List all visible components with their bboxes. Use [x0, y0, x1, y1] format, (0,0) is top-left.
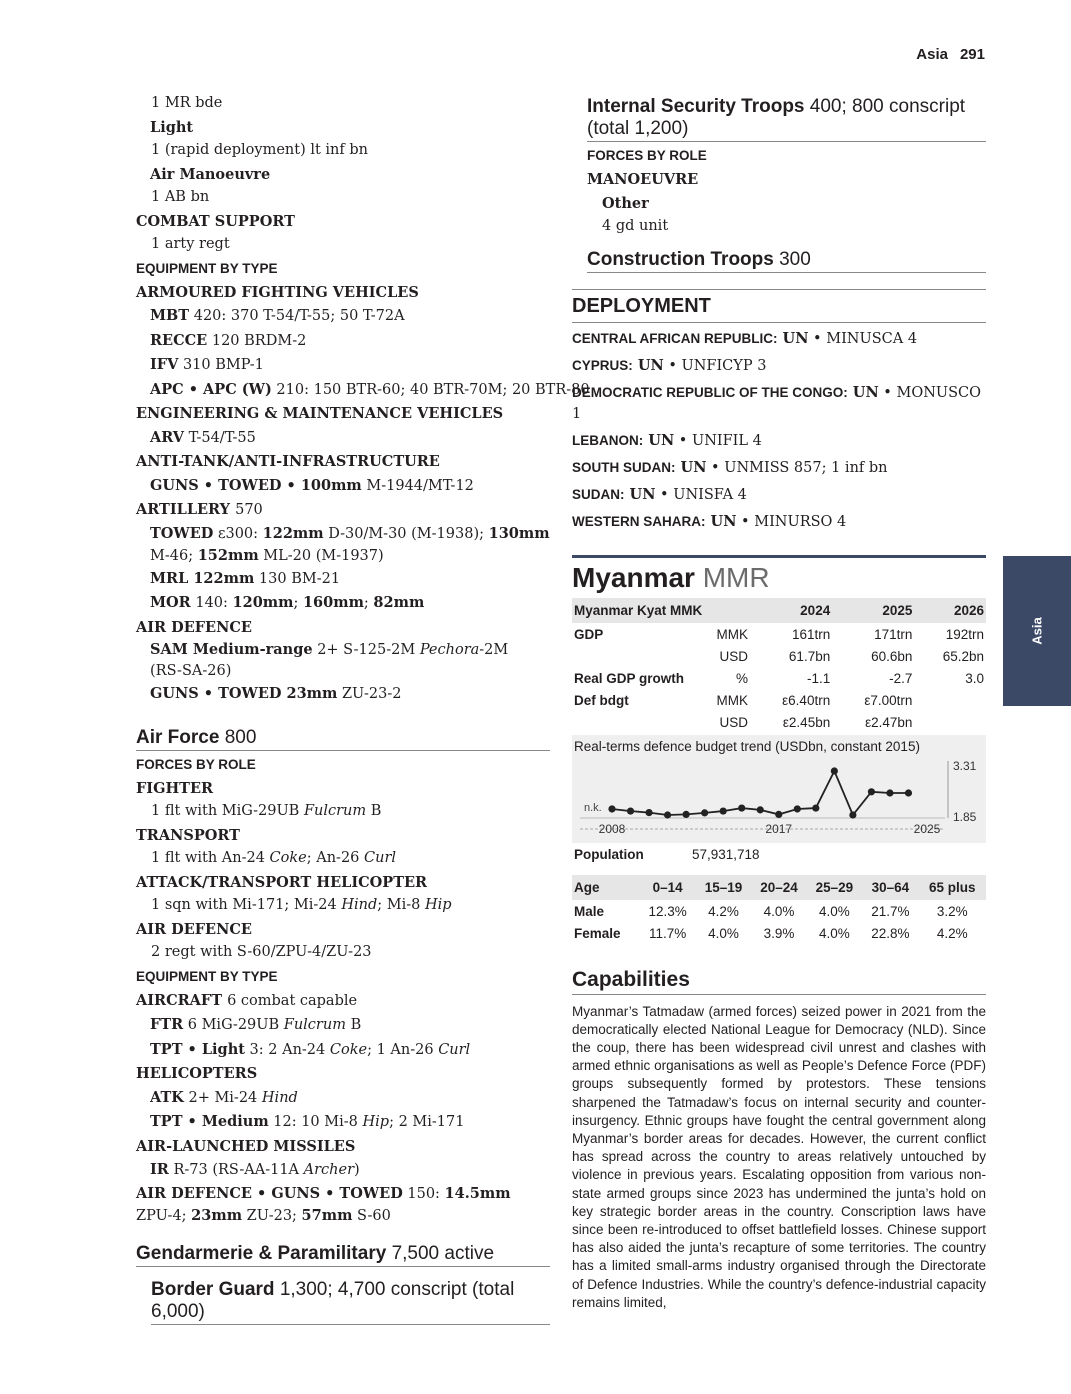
population-row: Population 57,931,718: [574, 846, 760, 862]
air-defence-heading-2: AIR DEFENCE: [136, 920, 252, 938]
age-cell: 22.8%: [871, 925, 910, 941]
at-heading: ANTI-TANK/ANTI-INFRASTRUCTURE: [136, 453, 440, 470]
econ-cell: [914, 689, 986, 711]
deployment-country: SOUTH SUDAN:: [572, 459, 676, 475]
age-header-cell: 30–64: [862, 875, 918, 900]
chart-x-tick-label: 2025: [913, 821, 941, 836]
deployment-un: UN: [624, 485, 656, 503]
econ-cell: 61.7bn: [788, 648, 831, 664]
air-defence-line: 2 regt with S-60/ZPU-4/ZU-23: [151, 944, 372, 960]
age-cell: Female: [574, 925, 621, 941]
chart-y-tick-label: 3.31: [953, 758, 977, 773]
econ-header-cell: 2026: [914, 598, 986, 623]
manoeuvre-heading: MANOEUVRE: [587, 171, 699, 188]
deployment-list: [572, 328, 986, 533]
chart-point: [794, 805, 801, 812]
chart-point: [886, 789, 893, 796]
army-line: Light: [150, 118, 194, 136]
age-cell: 4.0%: [819, 903, 850, 919]
chart-point: [775, 810, 782, 817]
side-tab[interactable]: [1003, 556, 1071, 706]
econ-cell: MMK: [716, 626, 748, 642]
deployment-un: UN: [705, 512, 737, 530]
econ-cell: -2.7: [889, 670, 913, 686]
deployment-item: [572, 430, 986, 452]
econ-row: [572, 689, 986, 711]
age-cell: 21.7%: [871, 903, 910, 919]
deployment-mission: • UNIFIL 4: [674, 432, 762, 449]
page-number: 291: [959, 46, 985, 63]
chart-point: [738, 804, 745, 811]
age-table: [572, 875, 986, 944]
emv-heading: ENGINEERING & MAINTENANCE VEHICLES: [136, 405, 504, 422]
chart-point: [720, 807, 727, 814]
age-cell: 4.0%: [763, 903, 795, 919]
econ-cell: ε7.00trn: [864, 692, 913, 708]
deployment-un: UN: [675, 458, 707, 476]
econ-cell: [914, 711, 986, 733]
apc-line: APC • APC (W) 210: 150 BTR-60; 40 BTR-70M; 20 BTR-80: [150, 380, 590, 398]
chart-point: [683, 810, 690, 817]
army-line: 1 AB bn: [151, 189, 210, 205]
deployment-country: CENTRAL AFRICAN REPUBLIC:: [572, 330, 778, 346]
econ-header-cell: [706, 598, 750, 623]
age-cell: 3.9%: [763, 925, 795, 941]
other-heading: Other: [602, 194, 649, 212]
deployment-mission: • MONUSCO 1: [572, 384, 982, 422]
deployment-country: LEBANON:: [572, 432, 644, 448]
recce-line: RECCE 120 BRDM-2: [150, 331, 307, 349]
gd-unit-line: 4 gd unit: [602, 218, 669, 234]
econ-cell: 3.0: [965, 670, 984, 686]
chart-annotation: n.k.: [584, 801, 602, 814]
chart-point: [701, 809, 708, 816]
capabilities-text: Myanmar’s Tatmadaw (armed forces) seized power in 2021 from the democratically elected National League for Democracy (NLD). Since the coup, there has been widespread civil unrest and clashes with armed ethnic organisations as well as People’s Defence Force (PDF) groups subsequently formed by protestors. These tensions sharpened the Tatmadaw’s focus on internal security and counter-insurgency. Ethnic groups have fought the central government along Myanmar’s border areas for decades. However, the current conflict has spread across the country to areas relatively untouched by violence in previous years. Escalating opposition from various non-state armed groups since 2023 has undermined the junta’s hold on key strategic border areas in the country. Conscription laws have since been re-introduced to offset battlefield losses. Chinese support has also aided the junta’s recapture of some territories. The country has a limited small-arms industry organised through the Directorate of Defence Industries. While the country’s defence-industrial capacity remains limited,: [572, 1003, 986, 1310]
age-cell: 4.0%: [708, 925, 739, 941]
age-cell: 12.3%: [648, 903, 687, 919]
econ-cell: ε2.45bn: [782, 714, 831, 730]
ftr-line: FTR 6 MiG-29UB Fulcrum B: [150, 1016, 362, 1033]
deployment-mission: • UNFICYP 3: [663, 357, 767, 374]
ath-heading: ATTACK/TRANSPORT HELICOPTER: [136, 873, 428, 891]
forces-by-role-heading-2: FORCES BY ROLE: [587, 148, 707, 163]
chart-point: [608, 805, 615, 812]
deployment-country: WESTERN SAHARA:: [572, 513, 706, 529]
deployment-item: [572, 382, 986, 425]
econ-cell: 60.6bn: [871, 648, 913, 664]
age-cell: 3.2%: [936, 903, 968, 919]
econ-header-cell: 2024: [750, 598, 832, 623]
deployment-un: UN: [847, 383, 879, 401]
econ-row: [572, 645, 986, 667]
deployment-mission: • MINUSCA 4: [808, 330, 918, 347]
air-force-heading: Air Force 800: [136, 727, 550, 751]
chart-point: [812, 804, 819, 811]
chart-y-tick-label: 1.85: [953, 809, 977, 824]
deployment-un: UN: [777, 329, 809, 347]
border-guard-heading: Border Guard 1,300; 4,700 conscript (total 6,000): [151, 1279, 550, 1325]
aircraft-heading: AIRCRAFT 6 combat capable: [136, 991, 358, 1009]
budget-trend-chart: [572, 735, 986, 843]
econ-cell: [572, 645, 706, 667]
deployment-mission: • UNISFA 4: [655, 486, 747, 503]
econ-cell: ε2.47bn: [865, 714, 913, 730]
mbt-line: MBT 420: 370 T-54/T-55; 50 T-72A: [150, 307, 405, 324]
chart-point: [627, 807, 634, 814]
age-cell: 4.2%: [708, 903, 739, 919]
econ-cell: USD: [719, 714, 748, 730]
army-top-list: [136, 92, 550, 257]
artillery-heading: ARTILLERY 570: [136, 501, 263, 518]
equipment-heading-2: EQUIPMENT BY TYPE: [136, 968, 278, 984]
econ-cell: MMK: [716, 692, 748, 708]
chart-canvas: [572, 735, 986, 843]
army-line: COMBAT SUPPORT: [136, 212, 295, 230]
econ-header-cell: 2025: [832, 598, 914, 623]
econ-cell: %: [735, 670, 748, 686]
age-header-cell: 20–24: [751, 875, 806, 900]
ad-guns-line: GUNS • TOWED 23mm ZU-23-2: [150, 685, 402, 702]
country-title: Myanmar MMR: [572, 555, 986, 594]
age-header-cell: 0–14: [639, 875, 695, 900]
gendarmerie-heading: Gendarmerie & Paramilitary 7,500 active: [136, 1243, 550, 1267]
econ-cell: Def bdgt: [574, 692, 629, 708]
ir-line: IR R-73 (RS-AA-11A Archer): [150, 1161, 360, 1178]
mor-line: MOR 140: 120mm; 160mm; 82mm: [150, 594, 425, 611]
fighter-heading: FIGHTER: [136, 779, 214, 797]
forces-by-role-heading: FORCES BY ROLE: [136, 756, 256, 772]
age-header-cell: 15–19: [696, 875, 751, 900]
age-header-cell: 25–29: [807, 875, 862, 900]
age-row: [572, 922, 986, 944]
deployment-mission: • UNMISS 857; 1 inf bn: [706, 459, 888, 476]
equipment-heading: EQUIPMENT BY TYPE: [136, 260, 278, 276]
army-line: 1 arty regt: [151, 236, 230, 252]
running-head: Asia: [916, 46, 948, 63]
side-tab-label: Asia: [1029, 617, 1045, 645]
age-cell: Male: [574, 903, 605, 919]
econ-cell: [572, 711, 706, 733]
age-header-cell: Age: [572, 875, 639, 900]
chart-x-tick-label: 2017: [765, 821, 793, 836]
deployment-heading: DEPLOYMENT: [572, 289, 986, 323]
econ-cell: Real GDP growth: [574, 670, 685, 686]
economic-table: [572, 598, 986, 733]
page-header: [916, 46, 985, 63]
deployment-un: UN: [632, 356, 664, 374]
air-defence-heading: AIR DEFENCE: [136, 618, 252, 636]
internal-security-heading: Internal Security Troops 400; 800 conscript (total 1,200): [587, 96, 986, 142]
age-cell: 4.0%: [819, 925, 850, 941]
army-line: 1 MR bde: [151, 95, 223, 111]
towed-line: TOWED ε300: 122mm D-30/M-30 (M-1938); 130mm M-46; 152mm ML-20 (M-1937): [150, 524, 550, 564]
deployment-mission: • MINURSO 4: [736, 513, 847, 530]
deployment-country: SUDAN:: [572, 486, 625, 502]
chart-x-tick-label: 2008: [598, 821, 626, 836]
econ-cell: -1.1: [806, 670, 831, 686]
econ-cell: GDP: [574, 626, 604, 642]
econ-row: [572, 623, 986, 645]
age-cell: 11.7%: [648, 925, 687, 941]
deployment-un: UN: [643, 431, 675, 449]
transport-heading: TRANSPORT: [136, 826, 240, 844]
chart-point: [905, 789, 912, 796]
econ-cell: 192trn: [945, 626, 984, 642]
sam-line: SAM Medium-range 2+ S-125-2M Pechora-2M (RS-SA-26): [150, 641, 509, 679]
heli-tpt-line: TPT • Medium 12: 10 Mi-8 Hip; 2 Mi-171: [150, 1113, 465, 1130]
econ-row: [572, 711, 986, 733]
age-cell: 4.2%: [936, 925, 968, 941]
atk-line: ATK 2+ Mi-24 Hind: [150, 1088, 298, 1106]
age-row: [572, 900, 986, 922]
helicopters-heading: HELICOPTERS: [136, 1065, 258, 1082]
chart-title: Real-terms defence budget trend (USDbn, constant 2015): [574, 738, 920, 754]
deployment-item: [572, 328, 986, 350]
econ-cell: 161trn: [791, 626, 831, 642]
econ-header-cell: Myanmar Kyat MMK: [572, 598, 706, 623]
chart-point: [831, 767, 838, 774]
guns-line: GUNS • TOWED • 100mm M-1944/MT-12: [150, 476, 474, 494]
chart-point: [849, 811, 856, 818]
deployment-country: CYPRUS:: [572, 357, 633, 373]
arv-line: ARV T-54/T-55: [150, 428, 256, 446]
econ-row: [572, 667, 986, 689]
deployment-item: [572, 355, 986, 377]
capabilities-heading: Capabilities: [572, 968, 986, 995]
ifv-line: IFV 310 BMP-1: [150, 356, 264, 373]
ad-towed-line: AIR DEFENCE • GUNS • TOWED 150: 14.5mm ZPU-4; 23mm ZU-23; 57mm S-60: [136, 1184, 511, 1224]
ath-line: 1 sqn with Mi-171; Mi-24 Hind; Mi-8 Hip: [151, 897, 452, 913]
chart-point: [757, 806, 764, 813]
mrl-line: MRL 122mm 130 BM-21: [150, 569, 341, 587]
chart-point: [645, 808, 652, 815]
chart-point: [868, 788, 875, 795]
fighter-line: 1 flt with MiG-29UB Fulcrum B: [151, 803, 382, 819]
econ-cell: ε6.40trn: [782, 692, 831, 708]
right-column: [572, 92, 986, 1312]
chart-point: [664, 811, 671, 818]
afv-heading: ARMOURED FIGHTING VEHICLES: [136, 283, 419, 301]
deployment-item: [572, 484, 986, 506]
deployment-item: [572, 457, 986, 479]
econ-cell: USD: [719, 648, 748, 664]
army-line: Air Manoeuvre: [150, 165, 271, 183]
construction-troops-heading: Construction Troops 300: [587, 249, 986, 273]
transport-line: 1 flt with An-24 Coke; An-26 Curl: [151, 850, 397, 866]
econ-cell: 65.2bn: [942, 648, 984, 664]
econ-cell: 171trn: [874, 626, 913, 642]
deployment-country: DEMOCRATIC REPUBLIC OF THE CONGO:: [572, 384, 848, 400]
army-line: 1 (rapid deployment) lt inf bn: [151, 142, 368, 158]
alm-heading: AIR-LAUNCHED MISSILES: [136, 1137, 356, 1155]
deployment-item: [572, 511, 986, 533]
age-header-cell: 65 plus: [919, 875, 986, 900]
tpt-line: TPT • Light 3: 2 An-24 Coke; 1 An-26 Curl: [150, 1040, 471, 1058]
